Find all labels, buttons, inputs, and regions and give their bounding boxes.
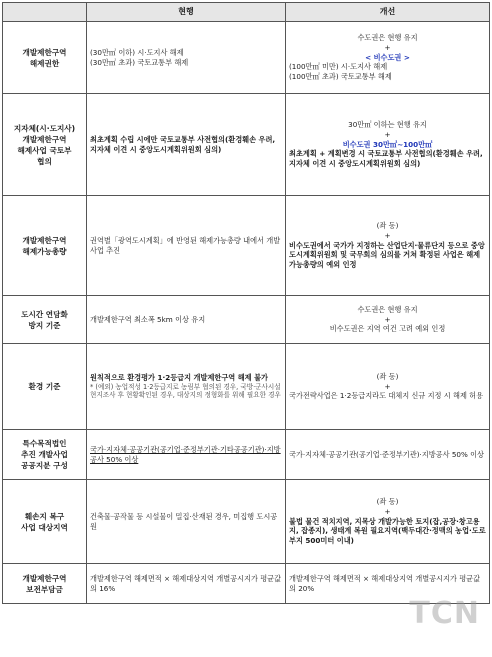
category-cell (3, 430, 87, 480)
current-cell (87, 94, 286, 196)
category-cell (3, 344, 87, 430)
category-cell (3, 480, 87, 564)
category-label: 훼손지 복구 사업 대상지역 (21, 511, 68, 532)
improved-cell (286, 430, 490, 480)
category-label: 환경 기준 (28, 382, 61, 391)
improved-line: (100만㎡ 초과) 국토교통부 해제 (289, 72, 392, 82)
improved-line: 30만㎡ 이하는 현행 유지 (348, 120, 427, 130)
improved-line: 비수도권에서 국가가 지정하는 산업단지·물류단지 등으로 중앙도시계획위원회 및 국무회의 심의를 거쳐 확정된 사업은 해제가능총량의 예외 인정 (289, 240, 485, 270)
current-cell (87, 430, 286, 480)
improved-line: + (384, 42, 391, 52)
table-row (3, 344, 490, 430)
current-line: 최초계획 수립 시에만 국토교통부 사전협의(환경훼손 우려, 지자체 이견 시 중앙도시계획위원회 심의) (90, 134, 276, 154)
table-row (3, 196, 490, 296)
current-line: 권역별「광역도시계획」에 반영된 해제가능총량 내에서 개발사업 추진 (90, 235, 281, 255)
improved-line: (좌 동) (376, 497, 399, 507)
improved-line: + (384, 314, 391, 324)
category-label: 특수목적법인 추진 개발사업 공공지분 구성 (21, 439, 68, 470)
improved-line: 비수도권 30만㎡~100만㎡ (342, 139, 433, 149)
category-label: 개발제한구역 해제권한 (22, 47, 67, 68)
table-row (3, 480, 490, 564)
improved-line: 수도권은 현행 유지 (357, 33, 418, 43)
improved-cell (286, 344, 490, 430)
table-row (3, 22, 490, 94)
current-cell (87, 480, 286, 564)
improved-line: 개발제한구역 해제면적 × 해제대상지역 개별공시지가 평균값의 20% (289, 573, 481, 593)
improved-line: (좌 동) (376, 221, 399, 231)
current-line: (30만㎡ 이하) 시·도지사 해제 (90, 47, 184, 57)
category-label: 지자체(시·도지사) 개발제한구역 해제사업 국토부 협의 (13, 123, 76, 166)
improved-line: 국가·지자체·공공기관(공기업·준정부기관)·지방공사 50% 이상 (289, 449, 484, 459)
current-cell (87, 196, 286, 296)
category-cell (3, 94, 87, 196)
current-line: 국가·지자체·공공기관(공기업·준정부기관·기타공공기관)·지방공사 50% 이상 (90, 444, 281, 464)
improved-line: 수도권은 현행 유지 (357, 304, 418, 314)
improved-line: + (384, 506, 391, 516)
improved-cell (286, 196, 490, 296)
improved-cell (286, 22, 490, 94)
improved-line: + (384, 230, 391, 240)
improved-line: + (384, 381, 391, 391)
header-cell-blank (3, 3, 87, 22)
table-header-row (3, 3, 490, 22)
current-cell (87, 564, 286, 604)
current-line: 개발제한구역 최소폭 5km 이상 유지 (90, 314, 206, 324)
header-cell-improved: 개선 (286, 3, 490, 22)
current-note: * (예외) 농업적성 1·2등급지로 농림부 협의된 경우, 국방·군사시설 현지조사 후 현황확인된 경우, 대상지의 정형화를 위해 필요한 경우 (90, 382, 281, 400)
improved-line: 비수도권은 지역 여건 고려 예외 인정 (329, 324, 446, 334)
category-cell (3, 296, 87, 344)
category-label: 개발제한구역 보전부담금 (22, 573, 67, 594)
current-cell (87, 296, 286, 344)
current-line: 원칙적으로 환경평가 1·2등급지 개발제한구역 해제 불가 (90, 373, 268, 383)
improved-line: 최초계획 + 계획변경 시 국토교통부 사전협의(환경훼손 우려, 지자체 이견 시 중앙도시계획위원회 심의) (289, 149, 483, 169)
category-label: 개발제한구역 해제가능총량 (22, 235, 67, 256)
improved-line: + (384, 129, 391, 139)
improved-line: < 비수도권 > (365, 52, 410, 62)
watermark-logo: TCN (409, 596, 480, 631)
improved-line: 불법 물건 적치지역, 지목상 개발가능한 토지(잡,공장·창고용지, 잡종지), 생태계 복원 필요지역(백두대간·정맥의 농업·도로부지 500미터 이내) (289, 516, 486, 546)
category-cell (3, 22, 87, 94)
improved-line: 국가전략사업은 1·2등급지라도 대체지 신규 지정 시 해제 허용 (289, 391, 484, 401)
comparison-table (2, 2, 490, 604)
current-cell (87, 344, 286, 430)
current-line: 건축물·공작물 등 시설물이 밀집·산재된 경우, 미집행 도시공원 (90, 511, 278, 531)
category-label: 도시간 연담화 방지 기준 (21, 309, 68, 330)
improved-cell (286, 480, 490, 564)
improved-cell (286, 296, 490, 344)
table-row (3, 296, 490, 344)
header-cell-current: 현행 (87, 3, 286, 22)
current-line: 개발제한구역 해제면적 × 해제대상지역 개별공시지가 평균값의 16% (90, 573, 282, 593)
table-row (3, 94, 490, 196)
current-cell (87, 22, 286, 94)
current-line: (30만㎡ 초과) 국토교통부 해제 (90, 57, 189, 67)
improved-line: (100만㎡ 미만) 시·도지사 해제 (289, 62, 388, 72)
category-cell (3, 196, 87, 296)
category-cell (3, 564, 87, 604)
improved-line: (좌 동) (376, 371, 399, 381)
improved-cell (286, 94, 490, 196)
table-row (3, 430, 490, 480)
